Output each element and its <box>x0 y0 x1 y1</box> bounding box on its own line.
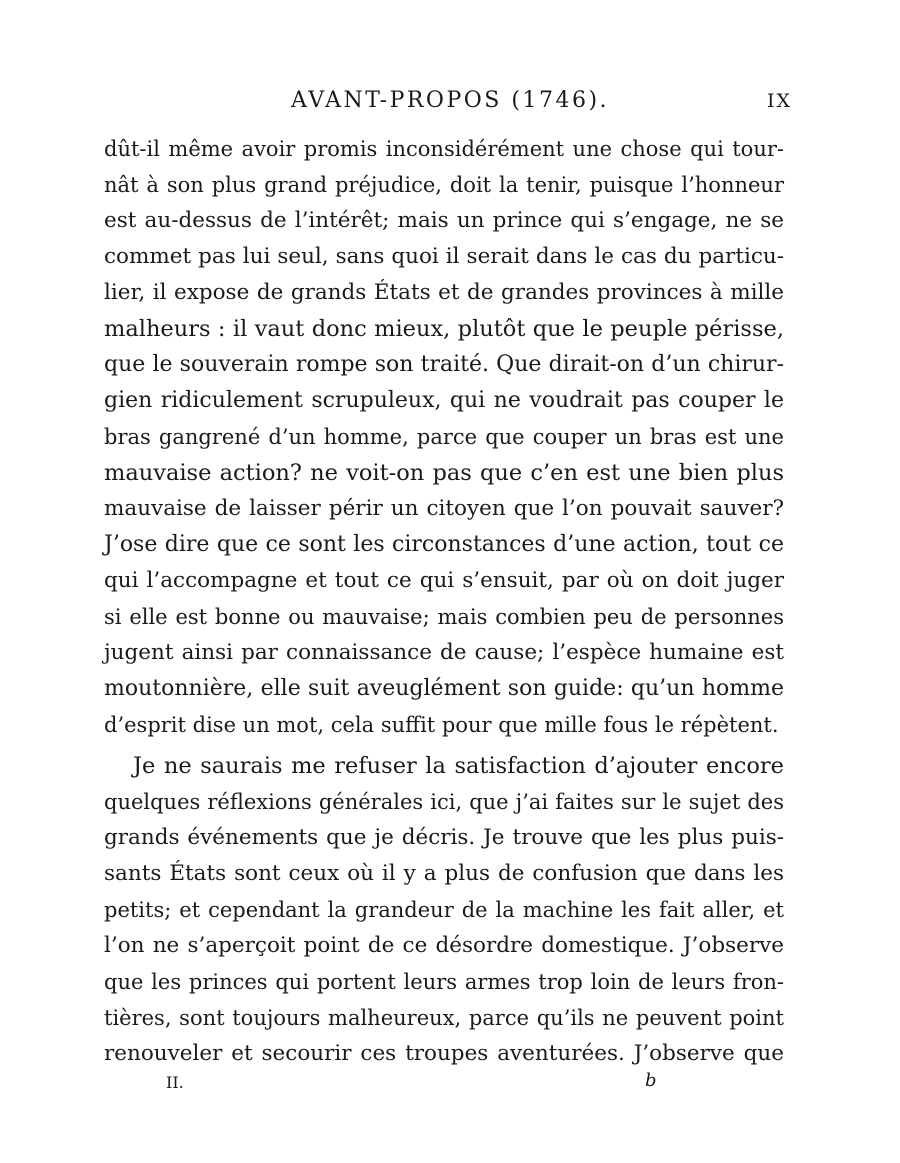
text-line: commet pas lui seul, sans quoi il serait dans le cas du particu- <box>104 244 784 269</box>
text-line: malheurs : il vaut donc mieux, plutôt que le peuple périsse, <box>104 316 784 342</box>
text-line: petits; et cependant la grandeur de la machine les fait aller, et <box>104 898 784 922</box>
text-line: si elle est bonne ou mauvaise; mais combien peu de personnes <box>104 605 784 629</box>
text-line: mauvaise action? ne voit-on pas que c’en est une bien plus <box>104 460 784 486</box>
text-line: dût-il même avoir promis inconsidérément une chose qui tour- <box>104 137 784 161</box>
text-line: grands événements que je décris. Je trouve que les plus puis- <box>104 825 784 850</box>
body-text <box>104 131 784 1072</box>
page-number: IX <box>766 90 792 112</box>
paragraph <box>104 748 784 1072</box>
signature-mark: II. <box>166 1073 184 1092</box>
running-header-title: AVANT-PROPOS (1746). <box>290 88 610 113</box>
text-line: J’ose dire que ce sont les circonstances d’une action, tout ce <box>104 532 784 557</box>
text-line: quelques réflexions générales ici, que j’ai faites sur le sujet des <box>104 790 784 814</box>
text-line: que le souverain rompe son traité. Que dirait-on d’un chirur- <box>104 352 784 377</box>
text-line: mauvaise de laisser périr un citoyen que l’on pouvait sauver? <box>104 496 784 521</box>
text-line: moutonnière, elle suit aveuglément son guide: qu’un homme <box>104 676 784 701</box>
text-line: Je ne saurais me refuser la satisfaction d’ajouter encore <box>133 753 784 779</box>
text-line: jugent ainsi par connaissance de cause; l’espèce humaine est <box>104 640 784 665</box>
gathering-letter: b <box>645 1070 657 1091</box>
paragraph-continued <box>104 131 784 743</box>
text-line: renouveler et secourir ces troupes aventurées. J’observe que <box>104 1041 784 1066</box>
text-line: tières, sont toujours malheureux, parce qu’ils ne peuvent point <box>104 1006 784 1030</box>
text-line: nât à son plus grand préjudice, doit la tenir, puisque l’honneur <box>104 173 784 197</box>
text-line: sants États sont ceux où il y a plus de confusion que dans les <box>104 861 784 886</box>
text-line: est au-dessus de l’intérêt; mais un prince qui s’engage, ne se <box>104 208 784 233</box>
text-line: gien ridiculement scrupuleux, qui ne voudrait pas couper le <box>104 388 784 413</box>
text-line: lier, il expose de grands États et de grandes provinces à mille <box>104 280 784 305</box>
text-line: qui l’accompagne et tout ce qui s’ensuit, par où on doit juger <box>104 568 784 593</box>
text-line: que les princes qui portent leurs armes trop loin de leurs fron- <box>104 970 784 994</box>
text-line: d’esprit dise un mot, cela suffit pour que mille fous le répètent. <box>104 713 779 737</box>
text-line: bras gangrené d’un homme, parce que couper un bras est une <box>104 425 784 449</box>
text-line: l’on ne s’aperçoit point de ce désordre domestique. J’observe <box>104 933 784 958</box>
